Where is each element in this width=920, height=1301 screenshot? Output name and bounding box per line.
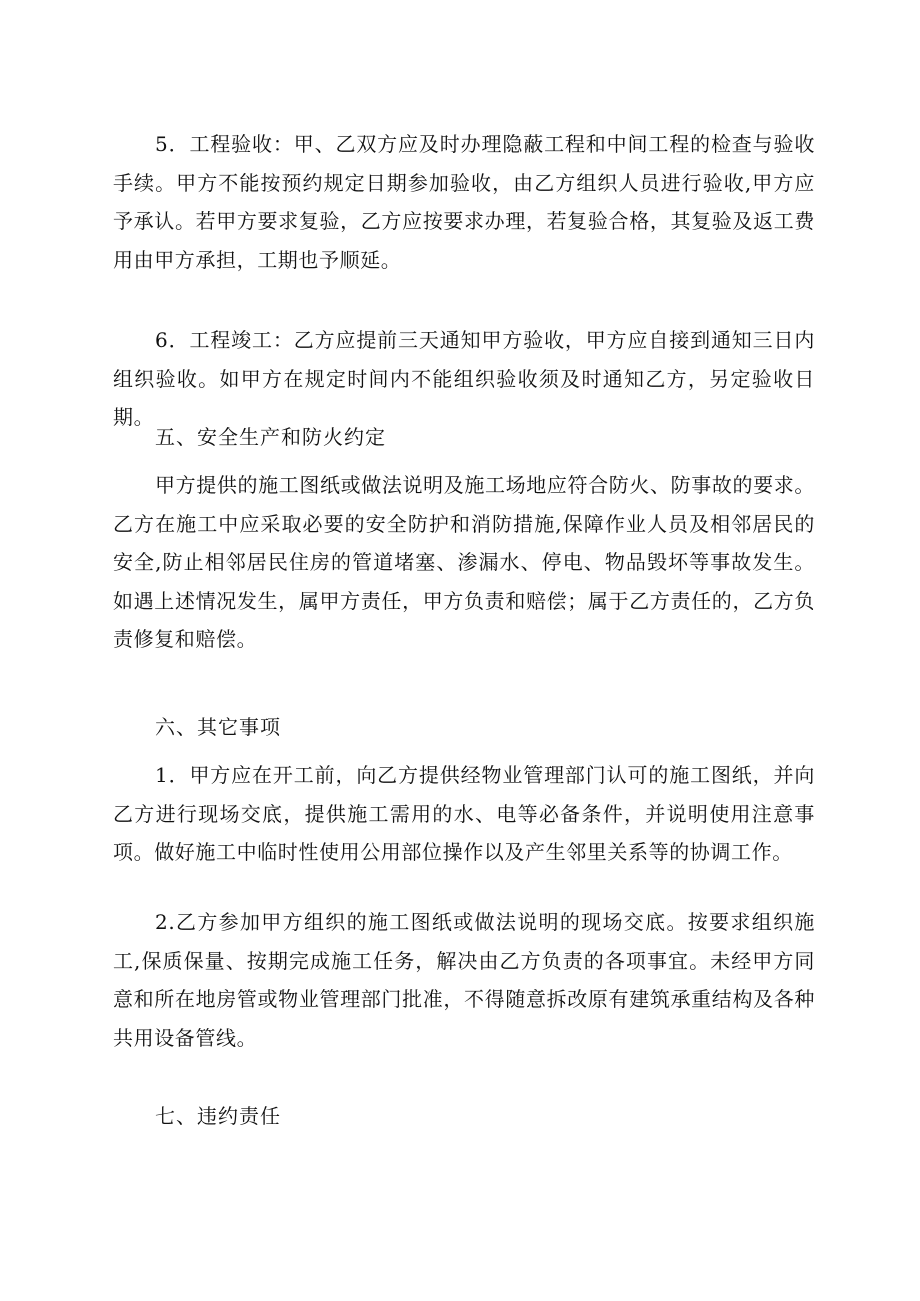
other-clause-2: 2.乙方参加甲方组织的施工图纸或做法说明的现场交底。按要求组织施工,保质保量、按期完成施工任务，解决由乙方负责的各项事宜。未经甲方同意和所在地房管或物业管理部门批准，不得随意拆改原有建筑承重结构及各种共用设备管线。 [113, 910, 815, 1050]
section-heading-breach: 七、违约责任 [155, 1104, 281, 1128]
clause-5-acceptance: 5．工程验收：甲、乙双方应及时办理隐蔽工程和中间工程的检查与验收手续。甲方不能按预约规定日期参加验收，由乙方组织人员进行验收,甲方应予承认。若甲方要求复验，乙方应按要求办理，若复验合格，其复验及返工费用由甲方承担，工期也予顺延。 [113, 132, 815, 272]
safety-paragraph: 甲方提供的施工图纸或做法说明及施工场地应符合防火、防事故的要求。乙方在施工中应采取必要的安全防护和消防措施,保障作业人员及相邻居民的安全,防止相邻居民住房的管道堵塞、渗漏水、停电、物品毁坏等事故发生。如遇上述情况发生，属甲方责任，甲方负责和赔偿；属于乙方责任的，乙方负责修复和赔偿。 [113, 473, 815, 651]
clause-6-completion: 6．工程竣工：乙方应提前三天通知甲方验收，甲方应自接到通知三日内组织验收。如甲方在规定时间内不能组织验收须及时通知乙方，另定验收日期。 [113, 328, 815, 429]
other-clause-1: 1．甲方应在开工前，向乙方提供经物业管理部门认可的施工图纸，并向乙方进行现场交底，提供施工需用的水、电等必备条件，并说明使用注意事项。做好施工中临时性使用公用部位操作以及产生邻里关系等的协调工作。 [113, 763, 815, 864]
section-heading-safety: 五、安全生产和防火约定 [155, 425, 386, 449]
section-heading-other: 六、其它事项 [155, 715, 281, 739]
